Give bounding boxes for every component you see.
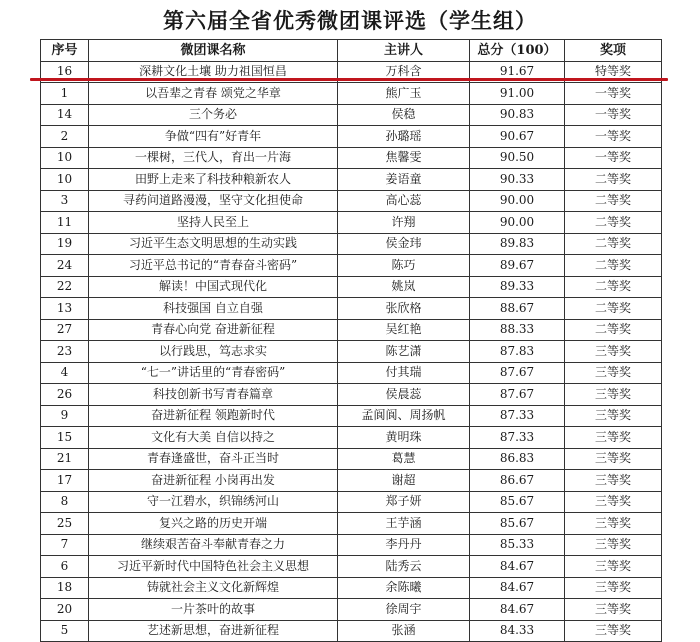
score-cell: 87.33 [470,427,565,449]
speaker-cell: 郑子妍 [338,491,470,513]
row-number-cell: 23 [41,341,89,363]
table-row [41,233,662,255]
row-number-cell: 2 [41,126,89,148]
award-cell: 三等奖 [565,620,662,642]
speaker-cell: 孙璐瑶 [338,126,470,148]
score-cell: 84.33 [470,620,565,642]
row-number-cell: 11 [41,212,89,234]
course-name-cell: 科技创新书写青春篇章 [89,384,338,406]
row-number-cell: 8 [41,491,89,513]
course-name-cell: 艺述新思想，奋进新征程 [89,620,338,642]
course-name-cell: 坚持人民至上 [89,212,338,234]
table-row [41,556,662,578]
award-cell: 一等奖 [565,83,662,105]
course-name-cell: 铸就社会主义文化新辉煌 [89,577,338,599]
row-number-cell: 25 [41,513,89,535]
award-cell: 二等奖 [565,190,662,212]
score-cell: 91.00 [470,83,565,105]
course-name-cell: 寻药问道路漫漫，坚守文化担使命 [89,190,338,212]
award-cell: 三等奖 [565,405,662,427]
award-cell: 一等奖 [565,147,662,169]
course-name-cell: 习近平生态文明思想的生动实践 [89,233,338,255]
award-cell: 特等奖 [565,61,662,83]
header-number: 序号 [41,40,89,62]
score-cell: 86.83 [470,448,565,470]
course-name-cell: 奋进新征程 领跑新时代 [89,405,338,427]
header-score: 总分（100） [470,40,565,62]
table-row [41,534,662,556]
row-number-cell: 9 [41,405,89,427]
score-cell: 90.00 [470,190,565,212]
award-cell: 三等奖 [565,534,662,556]
row-number-cell: 10 [41,169,89,191]
score-cell: 84.67 [470,577,565,599]
score-cell: 90.67 [470,126,565,148]
table-row [41,190,662,212]
course-name-cell: 习近平新时代中国特色社会主义思想 [89,556,338,578]
score-cell: 90.00 [470,212,565,234]
score-cell: 84.67 [470,556,565,578]
score-cell: 87.83 [470,341,565,363]
score-cell: 87.67 [470,384,565,406]
table-row [41,147,662,169]
score-cell: 84.67 [470,599,565,621]
row-number-cell: 6 [41,556,89,578]
award-cell: 二等奖 [565,298,662,320]
score-cell: 85.67 [470,491,565,513]
speaker-cell: 谢超 [338,470,470,492]
table-row [41,599,662,621]
table-row [41,448,662,470]
table-row [41,212,662,234]
award-cell: 三等奖 [565,513,662,535]
row-number-cell: 15 [41,427,89,449]
course-name-cell: 解读！中国式现代化 [89,276,338,298]
speaker-cell: 吴红艳 [338,319,470,341]
speaker-cell: 陆秀云 [338,556,470,578]
award-cell: 三等奖 [565,577,662,599]
speaker-cell: 李丹丹 [338,534,470,556]
row-number-cell: 17 [41,470,89,492]
award-cell: 三等奖 [565,470,662,492]
award-cell: 一等奖 [565,104,662,126]
award-cell: 二等奖 [565,255,662,277]
speaker-cell: 王芋涵 [338,513,470,535]
score-cell: 90.83 [470,104,565,126]
score-cell: 85.67 [470,513,565,535]
score-cell: 90.33 [470,169,565,191]
row-number-cell: 3 [41,190,89,212]
speaker-cell: 陈巧 [338,255,470,277]
award-cell: 三等奖 [565,427,662,449]
row-number-cell: 5 [41,620,89,642]
table-row [41,298,662,320]
header-row [41,40,662,62]
row-number-cell: 4 [41,362,89,384]
row-number-cell: 22 [41,276,89,298]
speaker-cell: 孟阆阆、周扬帆 [338,405,470,427]
course-name-cell: 奋进新征程 小岗再出发 [89,470,338,492]
course-name-cell: 争做“四有”好青年 [89,126,338,148]
course-name-cell: 三个务必 [89,104,338,126]
row-number-cell: 21 [41,448,89,470]
course-name-cell: 科技强国 自立自强 [89,298,338,320]
row-number-cell: 7 [41,534,89,556]
table-body [41,61,662,642]
speaker-cell: 余陈曦 [338,577,470,599]
award-cell: 二等奖 [565,233,662,255]
row-number-cell: 20 [41,599,89,621]
course-name-cell: 继续艰苦奋斗奉献青春之力 [89,534,338,556]
award-cell: 二等奖 [565,212,662,234]
row-number-cell: 16 [41,61,89,83]
speaker-cell: 张涵 [338,620,470,642]
table-row [41,276,662,298]
row-number-cell: 27 [41,319,89,341]
award-cell: 三等奖 [565,341,662,363]
award-cell: 二等奖 [565,319,662,341]
course-name-cell: 以吾辈之青春 颂党之华章 [89,83,338,105]
row-number-cell: 1 [41,83,89,105]
score-cell: 86.67 [470,470,565,492]
course-name-cell: 文化有大美 自信以持之 [89,427,338,449]
table-row [41,513,662,535]
course-name-cell: 青春心向党 奋进新征程 [89,319,338,341]
table-row [41,491,662,513]
table-row [41,577,662,599]
header-speaker: 主讲人 [338,40,470,62]
course-name-cell: 习近平总书记的“青春奋斗密码” [89,255,338,277]
header-course-name: 微团课名称 [89,40,338,62]
speaker-cell: 焦馨雯 [338,147,470,169]
course-name-cell: 以行践思，笃志求实 [89,341,338,363]
score-cell: 87.33 [470,405,565,427]
score-cell: 91.67 [470,61,565,83]
speaker-cell: 侯稳 [338,104,470,126]
document-title: 第六届全省优秀微团课评选（学生组） [163,8,537,33]
speaker-cell: 万科含 [338,61,470,83]
row-number-cell: 24 [41,255,89,277]
table-row [41,126,662,148]
speaker-cell: 侯金玮 [338,233,470,255]
speaker-cell: 姚岚 [338,276,470,298]
header-award: 奖项 [565,40,662,62]
course-name-cell: 守一江碧水，织锦绣河山 [89,491,338,513]
speaker-cell: 黄明珠 [338,427,470,449]
award-cell: 三等奖 [565,448,662,470]
course-name-cell: 一片茶叶的故事 [89,599,338,621]
award-cell: 三等奖 [565,384,662,406]
speaker-cell: 徐周宇 [338,599,470,621]
table-row [41,104,662,126]
table-row [41,427,662,449]
score-cell: 88.67 [470,298,565,320]
award-cell: 一等奖 [565,126,662,148]
score-cell: 90.50 [470,147,565,169]
award-cell: 三等奖 [565,362,662,384]
speaker-cell: 葛慧 [338,448,470,470]
row-number-cell: 26 [41,384,89,406]
course-name-cell: “七一”讲话里的“青春密码” [89,362,338,384]
award-cell: 三等奖 [565,599,662,621]
row-number-cell: 18 [41,577,89,599]
table-row [41,362,662,384]
course-name-cell: 田野上走来了科技种粮新农人 [89,169,338,191]
course-name-cell: 深耕文化土壤 助力祖国恒昌 [89,61,338,83]
award-cell: 二等奖 [565,276,662,298]
table-row [41,341,662,363]
score-cell: 89.67 [470,255,565,277]
row-number-cell: 10 [41,147,89,169]
row-number-cell: 14 [41,104,89,126]
course-name-cell: 青春逢盛世，奋斗正当时 [89,448,338,470]
score-cell: 89.33 [470,276,565,298]
speaker-cell: 高心蕊 [338,190,470,212]
table-row [41,319,662,341]
award-cell: 二等奖 [565,169,662,191]
results-table [40,39,662,642]
score-cell: 88.33 [470,319,565,341]
table-row [41,405,662,427]
speaker-cell: 熊广玉 [338,83,470,105]
course-name-cell: 复兴之路的历史开端 [89,513,338,535]
speaker-cell: 陈艺潇 [338,341,470,363]
score-cell: 87.67 [470,362,565,384]
highlight-underline [30,78,668,81]
score-cell: 89.83 [470,233,565,255]
speaker-cell: 侯晨蕊 [338,384,470,406]
award-cell: 三等奖 [565,491,662,513]
score-cell: 85.33 [470,534,565,556]
table-row [41,620,662,642]
table-row [41,83,662,105]
row-number-cell: 13 [41,298,89,320]
speaker-cell: 许翔 [338,212,470,234]
course-name-cell: 一棵树，三代人，育出一片海 [89,147,338,169]
speaker-cell: 张欣格 [338,298,470,320]
table-row [41,255,662,277]
speaker-cell: 付其瑞 [338,362,470,384]
speaker-cell: 姜语童 [338,169,470,191]
award-cell: 三等奖 [565,556,662,578]
table-row [41,169,662,191]
table-row [41,384,662,406]
row-number-cell: 19 [41,233,89,255]
table-row [41,470,662,492]
